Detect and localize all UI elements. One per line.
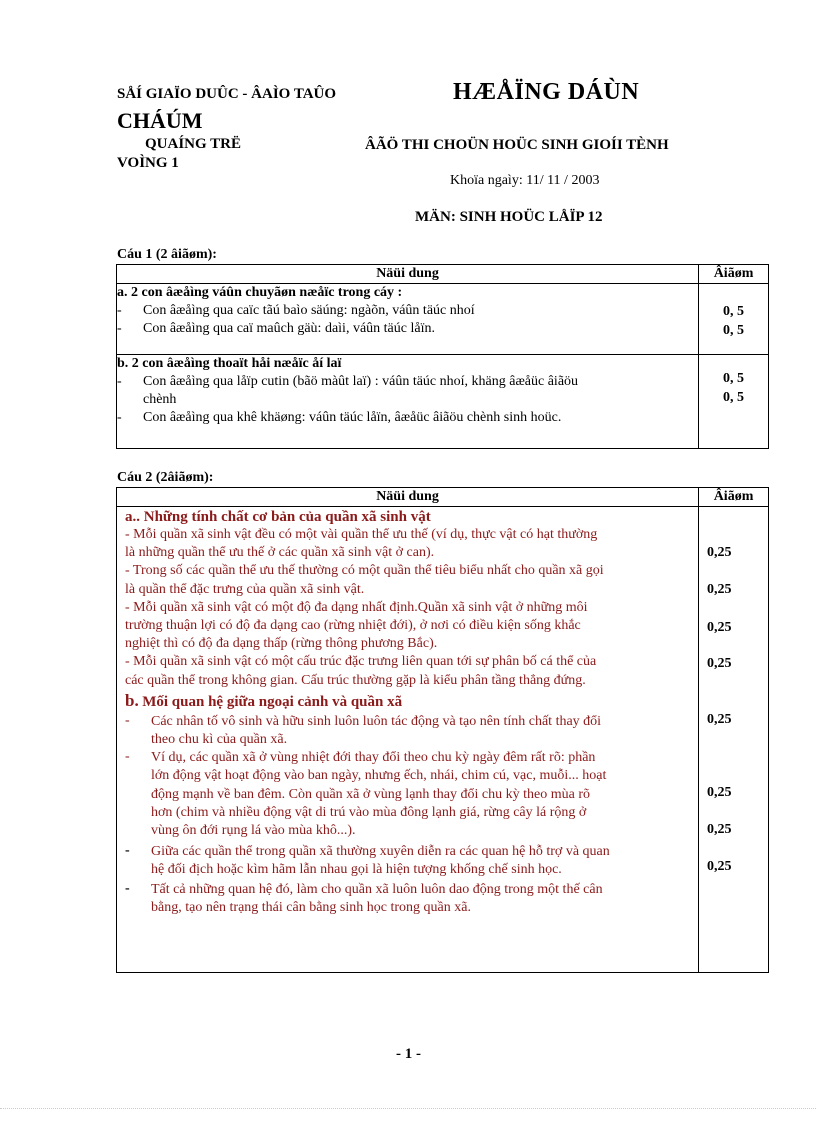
score-value: 0,25 — [707, 582, 732, 597]
text-line: - Mỗi quần xã sinh vật đều có một vài quần thể ưu thế (ví dụ, thực vật có hạt thường — [125, 527, 598, 542]
q2-scores — [699, 507, 769, 973]
list-item: - Tất cả những quan hệ đó, làm cho quần xã luôn luôn dao động trong một thế cân bằng, tạo nên trạng thái cân bằng sinh học trong quần xã. — [125, 880, 603, 915]
q1-section-a — [117, 284, 699, 355]
page-title: HÆÅÏNG DÁÙN — [453, 79, 640, 105]
q2-heading: Cáu 2 (2âiãøm): — [117, 470, 214, 485]
list-item: - Giữa các quần thể trong quần xã thường xuyên diễn ra các quan hệ hỗ trợ và quan hệ đối địch hoặc kìm hãm lẫn nhau gọi là hiện tượng khống chế sinh học. — [125, 843, 610, 878]
q2-content — [117, 507, 699, 973]
text-line: nghiệt thì có độ đa dạng thấp (rừng thông phương Bắc). — [125, 636, 438, 652]
org-name: SÅÍ GIAÏO DUÛC - ÂAÌO TAÛO — [117, 86, 337, 102]
q2-col-content-header: Näüi dung — [117, 488, 699, 507]
score-value: 0, 5 — [723, 304, 745, 319]
score-value: 0, 5 — [723, 390, 745, 405]
q1-section-a-scores — [699, 284, 769, 355]
q1-table — [116, 264, 769, 449]
page-bottom-divider — [0, 1108, 816, 1109]
page-number: - 1 - — [396, 1046, 421, 1062]
place-name: QUAÍNG TRË — [145, 136, 241, 152]
text-line: trường thuận lợi có độ đa dạng cao (rừng nhiệt đới), ở nơi có điều kiện sống khắc — [125, 618, 581, 634]
list-item: - Ví dụ, các quần xã ở vùng nhiệt đới thay đổi theo chu kỳ ngày đêm rất rõ: phần lớn động vật hoạt động vào ban ngày, nhưng ếch, nhái, chim cú, vạc, muỗi... hoạt động mạnh về ban đêm. Còn quần xã ở vùng lạnh thay đổi chu kỳ theo mùa rõ hơn (chim và nhiều động vật di trú vào mùa đông lạnh giá, rừng cây lá rộng ở vùng ôn đới rụng lá vào mùa khô...). — [125, 749, 607, 839]
list-item: - Con âæåìng qua caïc tãú baìo säúng: ngàõn, váûn täúc nhoí — [117, 303, 475, 318]
subject-line: MÄN: SINH HOÜC LÅÏP 12 — [415, 209, 603, 225]
score-value: 0,25 — [707, 545, 732, 560]
text-line: - Mỗi quần xã sinh vật có một cấu trúc đặc trưng liên quan tới sự phân bố cá thể của — [125, 654, 597, 670]
round-label: VOÌNG 1 — [117, 155, 179, 171]
q1-heading: Cáu 1 (2 âiãøm): — [117, 247, 217, 262]
exam-name: ÂÃÖ THI CHOÜN HOÜC SINH GIOÍI TÈNH — [365, 137, 669, 153]
exam-date: Khoïa ngaìy: 11/ 11 / 2003 — [450, 173, 600, 188]
q2-table — [116, 487, 769, 973]
list-item: - Các nhân tố vô sinh và hữu sinh luôn luôn tác động và tạo nên tính chất thay đổi theo chu kì của quần xã. — [125, 712, 602, 748]
score-value: 0, 5 — [723, 323, 745, 338]
list-item: - Con âæåìng qua khê khäøng: váûn täúc låïn, âæåüc âiãöu chènh sinh hoüc. — [117, 410, 562, 425]
score-value: 0, 5 — [723, 371, 745, 386]
text-line: - Trong số các quần thể ưu thế thường có một quần thể tiêu biểu nhất cho quần xã gọi — [125, 563, 604, 579]
text-line: là quần thể đặc trưng của quần xã sinh vật. — [125, 581, 365, 597]
list-item-cont: chènh — [143, 392, 177, 407]
text-line: - Mỗi quần xã sinh vật có một độ đa dạng nhất định.Quần xã sinh vật ở những môi — [125, 599, 588, 615]
q1-section-b — [117, 355, 699, 449]
q1-b-title: b. 2 con âæåìng thoaït håi næåïc åí laï — [117, 356, 342, 371]
list-item: - Con âæåìng qua låïp cutin (bãö màût laï) : váûn täúc nhoí, khäng âæåüc âiãöu — [117, 374, 579, 389]
q1-a-title: a. 2 con âæåìng váûn chuyãøn næåïc trong cáy : — [117, 285, 403, 300]
score-value: 0,25 — [707, 859, 732, 874]
score-value: 0,25 — [707, 656, 732, 671]
text-line: là những quần thể ưu thế ở các quần xã sinh vật ở can). — [125, 545, 435, 561]
q2-col-score-header: Âiãøm — [699, 488, 769, 507]
q2-b-title: b. Mối quan hệ giữa ngoại cảnh và quần xã — [125, 690, 403, 710]
q1-col-content-header: Näüi dung — [117, 265, 699, 284]
text-line: các quần thể trong không gian. Cấu trúc thường gặp là kiểu phân tầng thẳng đứng. — [125, 672, 586, 688]
score-value: 0,25 — [707, 712, 732, 727]
q1-col-score-header: Âiãøm — [699, 265, 769, 284]
list-item: - Con âæåìng qua caï maûch gäù: daìi, váûn täúc låïn. — [117, 321, 435, 336]
score-value: 0,25 — [707, 785, 732, 800]
org-name-cont: CHÁÚM — [117, 108, 203, 133]
score-value: 0,25 — [707, 822, 732, 837]
q2-a-title: a.. Những tính chất cơ bản của quần xã sinh vật — [125, 509, 431, 525]
q1-section-b-scores — [699, 355, 769, 449]
score-value: 0,25 — [707, 620, 732, 635]
